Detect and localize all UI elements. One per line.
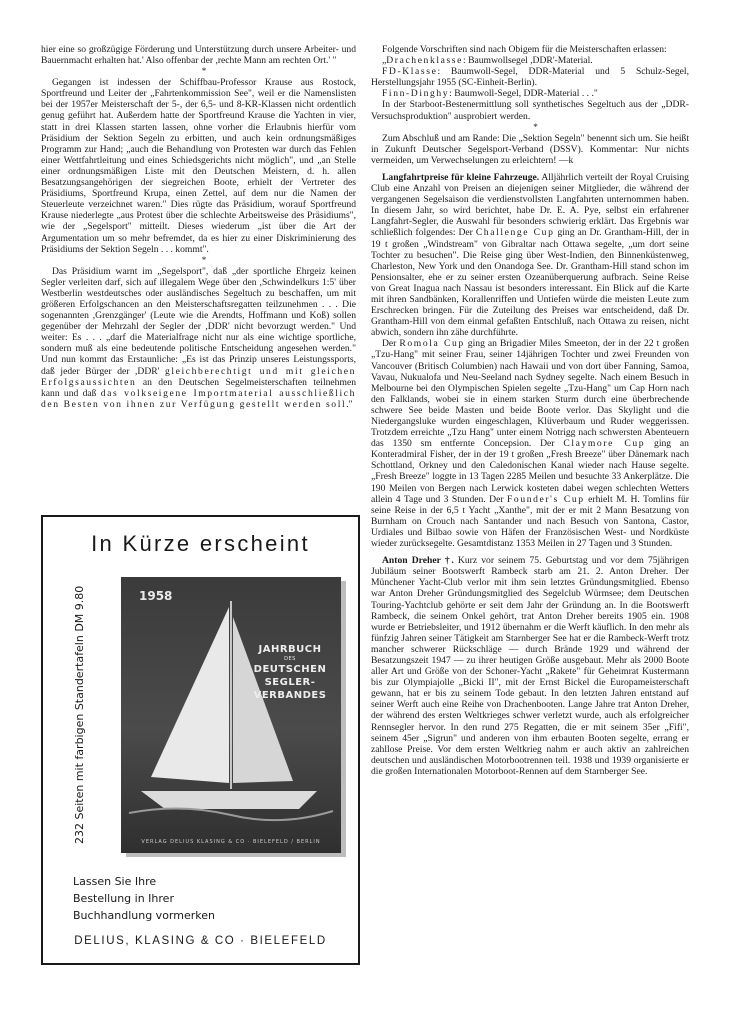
- paragraph: [371, 172, 689, 338]
- book-cover: [121, 577, 341, 853]
- paragraph: Gegangen ist indessen der Schiffbau-Professor Krause aus Rostock, Sportfreund und Leiter der „Fahrtenkommission See", weil er die Namenslisten bei der 1957er Meisterschaft der 5-, der 6,5- und 8-KR-Klassen nicht ordentlich genug geführt hat. Außerdem hatte der Sportfreund Krause die Yachten in vier, statt in drei Klassen starten lassen, ohne vorher die Erlaubnis hierfür vom Präsidium der Sektion Segeln zu erbitten, und auch kein ordnungsmäßiges Programm zur Hand; „auch die Behandlung von Protesten war durch das Fehlen einer Wettfahrtleitung und eines Schiedsgerichts nicht möglich", und „an Stelle einer ordnungsmäßigen Liste mit den Deutschen Meistern, d. h. allen Besatzungsangehörigen der siegreichen Boote, erhielt der Vertreter des Präsidiums, Sportfreund Krupa, einen Zettel, auf dem nur die Namen der Steuerleute verzeichnet waren." Dies rügte das Präsidium, worauf Sportfreund Krause niederlegte „aus Protest über die schlechte Arbeitsweise des Präsidiums", wie der „Segelsport" mitteilt. Dieses wiederum „ist über die Art der Argumentation um so mehr befremdet, da es hier zu einer Diskriminierung des Präsidiums der Sektion Segeln . . . kommt".: [41, 77, 356, 255]
- cup-name: Founder's Cup: [506, 493, 585, 505]
- paragraph: Zum Abschluß und am Rande: Die „Sektion Segeln" benennt sich um. Sie heißt in Zukunft Deutscher Segelsport-Verband (DSSV). Kommentar: Nur nichts vermeiden, um Verwechselungen zu erleichtern! —k: [371, 132, 689, 166]
- paragraph: Folgende Vorschriften sind nach Obigem für die Meisterschaften erlassen:: [382, 44, 667, 55]
- text-run: ging an Dr. Grantham-Hill, der in 19 t großen „Windstream" von Gibraltar nach Ottawa segelte, „um dort seine Tochter zu besuchen". Die Reise ging über West-Indien, den Binnenküstenweg, Charleston, New York und den Onandoga See. Dr. Grantham-Hill stand schon im Pensionsalter, ehe er zu seiner ersten Ozeanüberquerung aufbrach. Seine Reise von Great Inagua nach Nassau ist besonders interessant. Ein Blick auf die Karte mit ihren Sandbänken, Korallenriffen und Untiefen würde die meisten Leute zum Erschrecken bringen. Für die Zuteilung des Preises war entscheidend, daß Dr. Grantham-Hill von dem einmal gefaßten Entschluß, nach Ottawa zu reisen, nicht abwich, sondern ihn zähe durchführte.: [371, 227, 689, 339]
- section-separator: *: [201, 254, 207, 265]
- text-run: Das Präsidium warnt im „Segelsport", daß „der sportliche Ehrgeiz keinen Segler verleiten darf, sich auf illegalem Wege über den ,Schwindelkurs 1:5' über Westberlin westdeutsches oder ausländisches Segeltuch zu beschaffen, um mit größeren Erfolgschancen an den Meisterschaftsregatten teilzunehmen . . . Die sogenannten ,Grenzgänger' (Leute wie die Arendts, Hoffmann und Koß) sollen gegenüber der Mehrzahl der Segler der ,DDR' nicht bevorzugt werden." Und weiter: Es . . . „darf die Materialfrage nicht nur als eine wichtige sportliche, sondern muß als eine bedeutende politische Entscheidung angesehen werden." Und nun kommt das Erstaunliche: „Es ist das Prinzip unseres Leistungssports, daß jeder Bürger der ,DDR': [41, 265, 356, 377]
- rule-line: [371, 66, 689, 88]
- section-heading: Anton Dreher †.: [382, 555, 454, 567]
- book-title: [251, 643, 329, 702]
- text-run: erhielt M. H. Tomlins für seine Reise in der 6,5 t Yacht „Xanthe", mit der er mit 2 Mann Besatzung von Burnham on Crouch nach Santander und nach Besuch von Santona, Castor, Urdiales und Bilbao sowie von Häfen der Französischen West- und Nordküste wieder zurücksegelte. Gesamtdistanz 1353 Meilen in 27 Tagen und 3 Stunden.: [371, 493, 689, 550]
- publisher-footer: DELIUS, KLASING & CO · BIELEFELD: [74, 935, 327, 947]
- text-run: : Baumwollsegel ,DDR'-Material.: [463, 55, 593, 67]
- spaced-text: das volkseigene Importmaterial ausschließlich den Besten von ihnen zur Verfügung gestellt werden soll: [41, 387, 356, 410]
- paragraph: hier eine so großzügige Förderung und Unterstützung durch unsere Arbeiter- und Bauernmacht erhalten hat.' Also offenbar der ,rechte Mann am rechten Ort.' ": [41, 44, 356, 67]
- cup-name: Claymore Cup: [563, 438, 646, 450]
- book-title-line: VERBANDES: [253, 690, 327, 701]
- rule-line: „Drachenklasse: Baumwollsegel ,DDR'-Material.: [382, 55, 593, 67]
- ad-side-text: 232 Seiten mit farbigen Standertafeln DM 9.80: [73, 585, 86, 844]
- book-title-small: DES: [284, 656, 296, 662]
- section-separator: *: [201, 66, 207, 77]
- section-heading: Langfahrtpreise für kleine Fahrzeuge.: [382, 171, 540, 183]
- text-run: ging an Brigadier Miles Smeeton, der in der 22 t großen „Tzu-Hang" mit seiner Frau, seiner 14jährigen Tochter und zwei Freunden von Vancouver (Britisch Columbien) nach Hawaii und von dort über Fanning, Samoa, Vavau, Nukualofa und Neu-Seeland nach Sydney segelte. Nach einem Besuch in Melbourne bei den Olympischen Spielen segelte „Tzu-Hang" um Cap Horn nach den Falklands, wobei sie in einem starken Sturm durch eine überbrechende schwere See beide Masten und beide Boote verlor. Das Skylight und die Niedergangsluke wurden eingeschlagen, Klüverbaum und Ruder weggerissen. Trotzdem erreichte „Tzu Hang" unter einem Notrigg nach schwersten Abenteuern das 1350 sm entfernte Concepsion. Der: [371, 338, 689, 450]
- order-line: Bestellung in Ihrer: [73, 892, 174, 905]
- book-title-line: JAHRBUCH: [258, 644, 322, 655]
- right-column: [371, 44, 689, 777]
- book-title-line: SEGLER-: [264, 677, 316, 688]
- text-run: : Baumwoll-Segel, DDR-Material . . .": [449, 88, 598, 100]
- cup-name: Romola Cup: [399, 338, 465, 350]
- paragraph: [371, 338, 689, 549]
- book-title-line: DEUTSCHEN: [253, 664, 327, 675]
- class-name: Drachenklasse: [386, 55, 464, 67]
- text-run: an den Deutschen Segelmeisterschaften teilnehmen kann und daß: [41, 376, 356, 399]
- text-run: Alljährlich verteilt der Royal Cruising Club eine Anzahl von Preisen an diejenigen seiner Mitglieder, die während der vergangenen Segelsaison die verdienstvollsten Langfahrten unternommen haben. In diesem Jahr, so wird berichtet, habe Dr. E. A. Pye, selbst ein erfahrener Langfahrt-Segler, die Auswahl für besonders schwierig erklärt. Das Ergebnis war schließlich folgendes: Der: [371, 171, 689, 239]
- class-name: Finn-Dinghy: [382, 88, 450, 100]
- section-separator: *: [533, 121, 538, 132]
- sailboat-illustration: [121, 577, 341, 853]
- book-advertisement: [41, 515, 360, 965]
- rule-line: [371, 88, 689, 99]
- text-run: Der: [382, 338, 400, 350]
- spaced-text: gleichberechtigt und mit gleichen Erfolgsaussichten: [41, 365, 356, 388]
- text-run: .": [346, 398, 353, 410]
- order-line: Buchhandlung vormerken: [73, 909, 215, 922]
- ad-headline: In Kürze erscheint: [91, 531, 310, 556]
- text-run: ging an Konteradmiral Fisher, der in der 19 t großen „Fresh Breeze" über Dänemark nach Schottland, Orkney und den Caledonischen Kanal wieder nach Hause segelte. „Fresh Breeze" loggte in 13 Tagen 2285 Meilen und besuchte 33 Ankerplätze. Die 190 Meilen von Bergen nach Lerwick kosteten dabei wegen schlechten Wetters allein 4 Tage und 3 Stunden. Der: [371, 438, 689, 505]
- order-line: Lassen Sie Ihre: [73, 875, 157, 888]
- book-year: 1958: [139, 589, 173, 603]
- class-name: FD-Klasse: [382, 66, 438, 78]
- ad-order-text: [73, 873, 215, 924]
- text-run: Kurz vor seinem 75. Geburtstag und vor dem 75jährigen Jubiläum seiner Bootswerft Rambeck starb am 21. 2. Anton Dreher. Der Münchener Yacht-Club verlor mit ihm sein letztes Gründungsmitglied. Ebenso war Anton Dreher Gründungsmitglied des Segelclub Würmsee; dem Deutschen Touring-Yachtclub gehörte er seit dem Jahr der Gründung an. In die Bootswerft Rambeck, die seinem Onkel gehört, trat Anton Dreher bereits 1905 ein. 1908 wurde er Betriebsleiter, und 1912 übernahm er die Werft käuflich. In den mehr als fünfzig Jahren seiner Tätigkeit am Starnberger See hat er die Rambeck-Werft trotz mancher schwerer Rückschläge — durch Brände 1929 und während der Besatzungszeit 1947 — zu ihrer heutigen Größe ausgebaut. Mehr als 2000 Boote aller Art und Größe von der Schoner-Yacht „Rakete" für Geheimrat Kustermann bis zur Olympiajolle „Bicki II", mit der Ernst Bickel die Europameisterschaft gewann, hat er bis zu seinem Tode gebaut. In den letzten Jahren entstand auf seiner Werft auch eine Reihe von Drachenbooten. Lange Jahre trat Anton Dreher, der während des ersten Weltkrieges schwer verletzt wurde, auch als erfolgreicher Rennsegler hervor. In den rund 275 Regatten, die er mit seinem 35er „Fifi", seinem 45er „Sigrun" und anderen von ihm erbauten Booten segelte, errang er zahllose Preise. Vor dem ersten Weltkrieg nahm er auch aktiv an zahlreichen deutschen und ausländischen Motorbootrennen teil. 1938 und 1939 organisierte er die großen Internationalen Motorboot-Rennen auf dem Starnberger See.: [371, 555, 689, 777]
- paragraph: [41, 266, 356, 410]
- book-publisher: VERLAG DELIUS KLASING & CO · BIELEFELD / BERLIN: [141, 839, 321, 845]
- text-run: : Baumwoll-Segel, DDR-Material und 5 Schulz-Segel, Herstellungsjahr 1955 (SC-Einheit-Berlin).: [371, 66, 689, 89]
- paragraph: In der Starboot-Bestenermittlung soll synthetisches Segeltuch aus der „DDR-Versuchsproduktion" ausprobiert werden.: [371, 99, 689, 122]
- paragraph: [371, 555, 689, 777]
- cup-name: Challenge Cup: [475, 227, 555, 239]
- left-column: [41, 44, 356, 410]
